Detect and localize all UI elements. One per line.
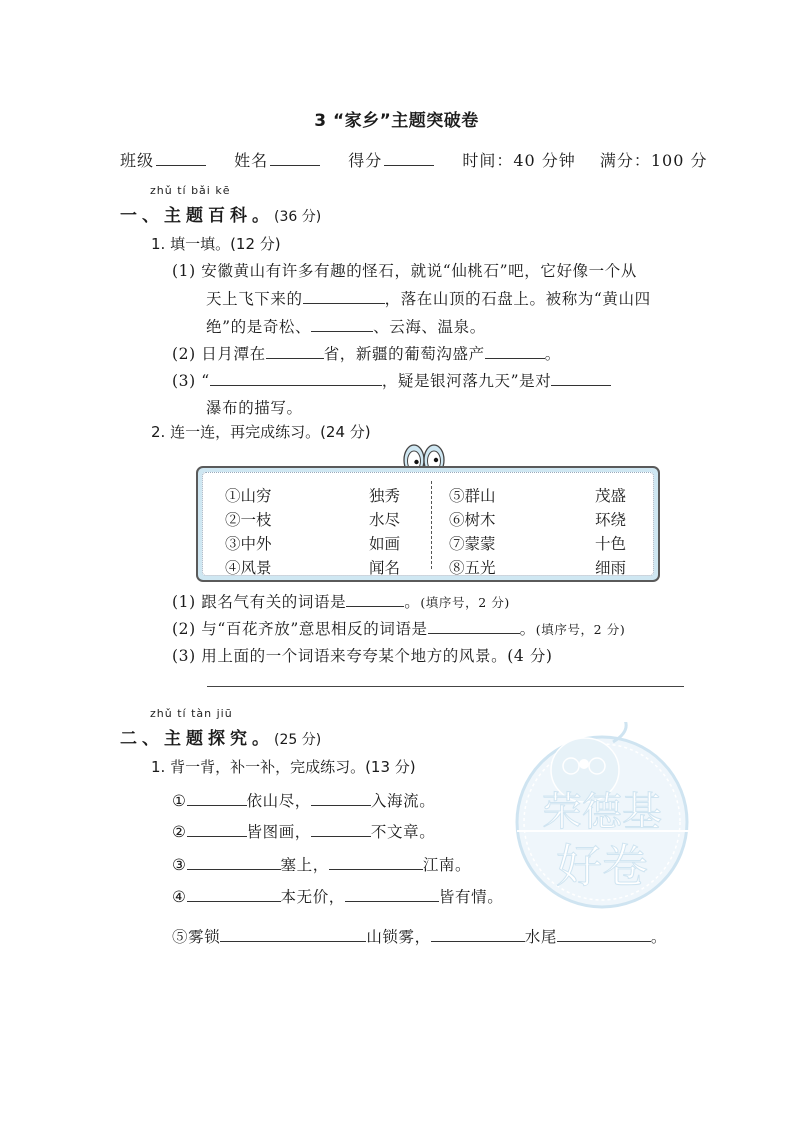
poem-text: 皆有情。: [438, 888, 504, 906]
poem-text: 江南。: [422, 856, 472, 874]
section2-points: (25 分): [274, 732, 322, 748]
match-right-word[interactable]: ⑤群山: [449, 487, 496, 505]
watermark-top-text: 荣德基: [542, 789, 662, 835]
q1-item1-text2b: ，落在山顶的石盘上。被称为“黄山四: [384, 290, 651, 308]
score-field[interactable]: [384, 151, 434, 166]
watermark-logo-icon: [505, 722, 700, 912]
item-number: (2): [172, 345, 196, 363]
poem-text: 山锁雾，: [366, 928, 431, 946]
match-left-word[interactable]: ④风景: [225, 559, 272, 577]
fill-blank[interactable]: [187, 791, 247, 806]
poem-num: ⑤雾锁: [172, 928, 221, 946]
q2-sub2-note: (填序号，2 分): [535, 622, 626, 637]
q1-item2-text-a: 日月潭在: [201, 345, 266, 363]
q1-item3-line2: 瀑布的描写。: [206, 399, 303, 417]
q2-sub1-text: 跟名气有关的词语是: [201, 593, 347, 611]
class-field[interactable]: [156, 151, 206, 166]
fill-blank[interactable]: [485, 344, 545, 359]
poem-text: 入海流。: [370, 792, 436, 810]
q1-item2-text-b: 省，新疆的葡萄沟盛产: [323, 345, 485, 363]
poem-item-5: [172, 925, 667, 947]
match-right-word[interactable]: ⑦蒙蒙: [449, 535, 496, 553]
score-label: 得分: [348, 151, 383, 170]
answer-line[interactable]: [207, 686, 684, 687]
q1-item1-text3a: 绝”的是奇松、: [206, 318, 312, 336]
poem-text: 塞上，: [280, 856, 329, 874]
section2-title: 二、主题探究。: [120, 729, 274, 749]
time-info: 时间：40 分钟: [462, 151, 576, 170]
match-left-word[interactable]: ②一枝: [225, 511, 272, 529]
fill-blank[interactable]: [345, 887, 439, 902]
fill-blank[interactable]: [311, 822, 371, 837]
match-right-partner[interactable]: 茂盛: [595, 487, 627, 505]
fill-blank[interactable]: [187, 822, 247, 837]
fill-blank[interactable]: [220, 927, 366, 942]
fill-blank[interactable]: [187, 855, 281, 870]
q1-item2: [172, 342, 561, 364]
watermark-bottom-text: 好卷: [556, 839, 648, 893]
class-label: 班级: [120, 151, 155, 170]
q2-sub1: [172, 590, 510, 612]
match-left-partner[interactable]: 水尽: [369, 511, 401, 529]
poem-text: 。: [650, 928, 668, 946]
period: 。: [404, 593, 421, 611]
item-number: (3): [172, 372, 196, 390]
match-right-partner[interactable]: 环绕: [595, 511, 627, 529]
poem-num: ①: [172, 792, 187, 810]
q1-item3-line1: [172, 369, 611, 391]
question-2-label: 2. 连一连，再完成练习。(24 分): [151, 423, 371, 441]
match-right-partner[interactable]: 十色: [595, 535, 627, 553]
fill-blank[interactable]: [428, 619, 520, 634]
section1-heading: [120, 201, 321, 226]
poem-num: ②: [172, 823, 187, 841]
poem-item-3: [172, 853, 471, 875]
q2-sub3-text: 用上面的一个词语来夸夸某个地方的风景。(4 分): [201, 647, 553, 665]
item-number: (1): [172, 593, 196, 611]
match-right-partner[interactable]: 细雨: [595, 559, 627, 577]
poem-item-1: [172, 789, 435, 811]
q1-item3-text-b: ，疑是银河落九天”是对: [381, 372, 552, 390]
match-left-word[interactable]: ③中外: [225, 535, 272, 553]
poem-text: 不文章。: [370, 823, 436, 841]
section2-question-1-label: 1. 背一背，补一补，完成练习。(13 分): [151, 758, 416, 776]
fill-blank[interactable]: [303, 289, 385, 304]
q2-sub1-note: (填序号，2 分): [420, 595, 510, 610]
q1-item1-text: 安徽黄山有许多有趣的怪石，就说“仙桃石”吧，它好像一个从: [201, 262, 637, 280]
section2-heading: [120, 724, 321, 749]
q2-sub2: [172, 617, 625, 639]
matching-divider: [431, 481, 432, 569]
item-number: (3): [172, 647, 196, 665]
section1-pinyin: zhǔ tí bǎi kē: [150, 184, 231, 197]
match-right-word[interactable]: ⑥树木: [449, 511, 496, 529]
q1-item3-text-a: “: [201, 372, 210, 390]
poem-item-4: [172, 885, 503, 907]
poem-text: 皆图画，: [246, 823, 311, 841]
q1-item1-line3: [206, 315, 486, 337]
q1-item1-line2: [206, 287, 651, 309]
fill-blank[interactable]: [431, 927, 525, 942]
section2-pinyin: zhǔ tí tàn jiū: [150, 707, 233, 720]
poem-text: 依山尽，: [246, 792, 311, 810]
match-left-word[interactable]: ①山穷: [225, 487, 272, 505]
q2-sub2-text: 与“百花齐放”意思相反的词语是: [201, 620, 428, 638]
fill-blank[interactable]: [551, 371, 611, 386]
q1-item1-line1: [172, 259, 637, 281]
match-left-partner[interactable]: 闻名: [369, 559, 401, 577]
fill-blank[interactable]: [311, 317, 373, 332]
match-left-partner[interactable]: 独秀: [369, 487, 401, 505]
q1-item2-text-c: 。: [544, 345, 561, 363]
q1-item1-text2a: 天上飞下来的: [206, 290, 303, 308]
section1-points: (36 分): [274, 209, 322, 225]
item-number: (2): [172, 620, 196, 638]
fill-blank[interactable]: [311, 791, 371, 806]
q2-sub3: [172, 644, 553, 666]
name-label: 姓名: [234, 151, 269, 170]
poem-text: 本无价，: [280, 888, 345, 906]
question-1-label: 1. 填一填。(12 分): [151, 235, 281, 253]
full-score-info: 满分：100 分: [599, 151, 708, 170]
fill-blank[interactable]: [266, 344, 324, 359]
poem-num: ③: [172, 856, 187, 874]
poem-text: 水尾: [524, 928, 557, 946]
period: 。: [519, 620, 536, 638]
matching-box: [196, 466, 660, 582]
student-info-line: [120, 148, 708, 171]
fill-blank[interactable]: [329, 855, 423, 870]
fill-blank[interactable]: [346, 592, 404, 607]
fill-blank[interactable]: [210, 371, 382, 386]
item-number: (1): [172, 262, 196, 280]
name-field[interactable]: [270, 151, 320, 166]
poem-item-2: [172, 820, 435, 842]
match-right-word[interactable]: ⑧五光: [449, 559, 496, 577]
poem-num: ④: [172, 888, 187, 906]
page-title: 3 “家乡”主题突破卷: [314, 111, 479, 131]
match-left-partner[interactable]: 如画: [369, 535, 401, 553]
q1-item1-text3b: 、云海、温泉。: [373, 318, 486, 336]
fill-blank[interactable]: [557, 927, 651, 942]
matching-box-inner: [202, 472, 654, 576]
section1-title: 一、主题百科。: [120, 206, 274, 226]
fill-blank[interactable]: [187, 887, 281, 902]
